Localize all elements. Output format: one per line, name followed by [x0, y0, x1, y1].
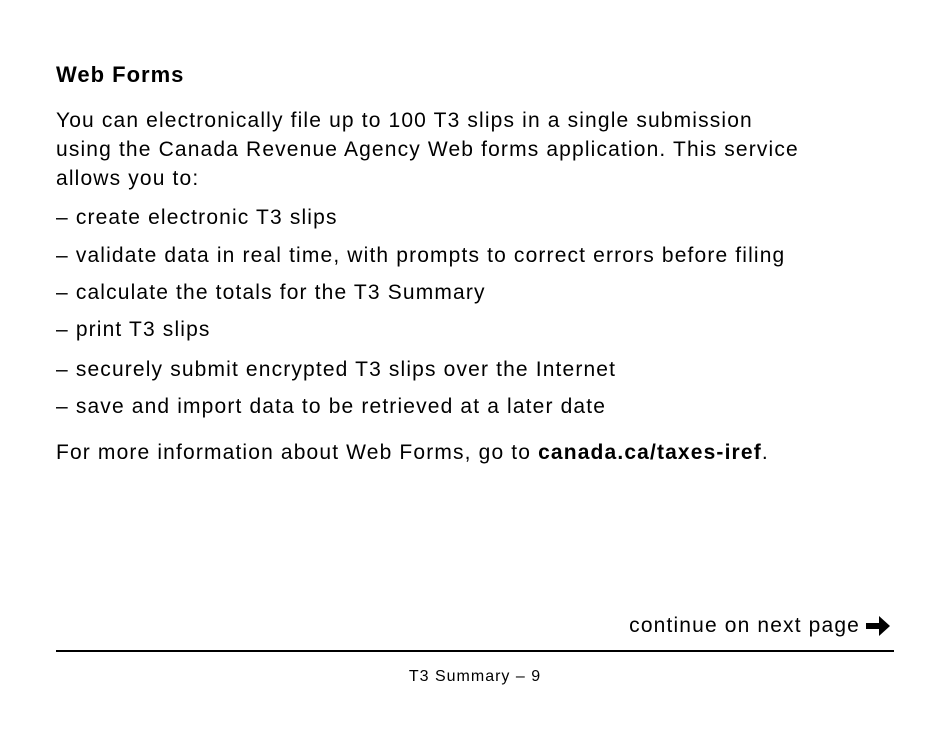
- list-item: – print T3 slips: [56, 318, 211, 341]
- list-item: – create electronic T3 slips: [56, 206, 338, 229]
- continue-label: continue on next page: [629, 614, 860, 637]
- divider: [56, 650, 894, 652]
- more-info-text: [56, 438, 769, 467]
- intro-line: allows you to:: [56, 167, 200, 190]
- intro-paragraph: [56, 106, 799, 193]
- more-info-suffix: .: [761, 441, 769, 464]
- intro-line: You can electronically file up to 100 T3 slips in a single submission: [56, 109, 753, 132]
- list-item: – validate data in real time, with prompts to correct errors before filing: [56, 244, 786, 267]
- list-item: – calculate the totals for the T3 Summary: [56, 281, 486, 304]
- section-heading: Web Forms: [56, 62, 185, 87]
- arrow-right-icon: [864, 614, 892, 638]
- intro-line: using the Canada Revenue Agency Web forms application. This service: [56, 138, 799, 161]
- list-item: – securely submit encrypted T3 slips over the Internet: [56, 358, 617, 381]
- list-item: – save and import data to be retrieved at a later date: [56, 395, 607, 418]
- link-taxes-iref[interactable]: canada.ca/taxes-iref: [538, 441, 762, 464]
- continue-indicator: [629, 614, 892, 638]
- more-info-prefix: For more information about Web Forms, go to: [56, 441, 539, 464]
- page-footer: T3 Summary – 9: [408, 668, 542, 685]
